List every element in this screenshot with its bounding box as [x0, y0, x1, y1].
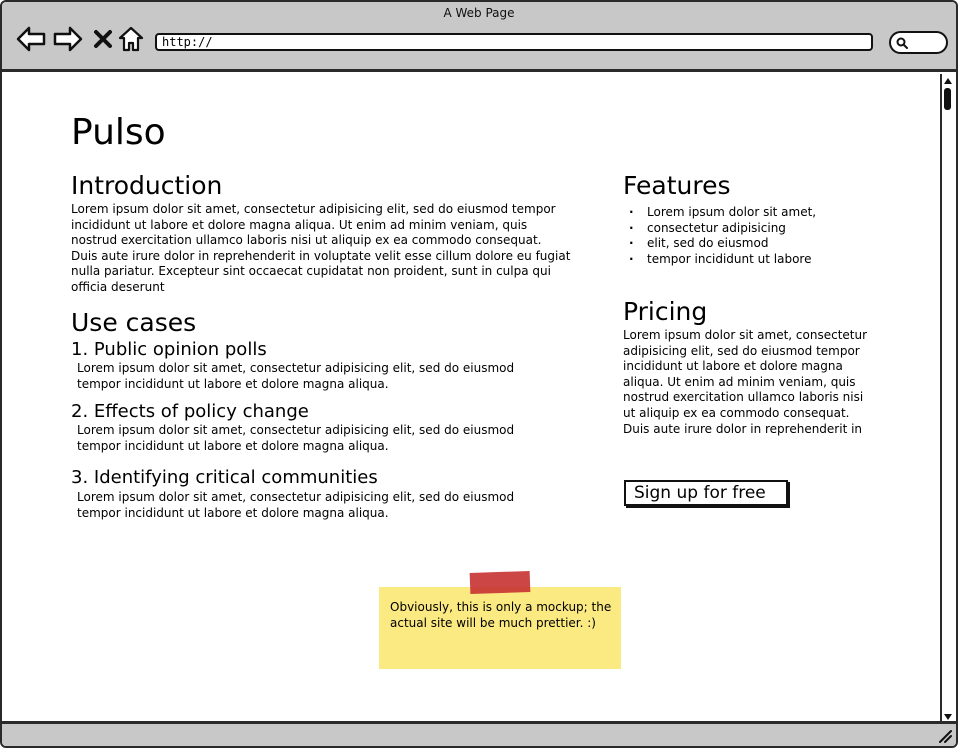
status-bar: [2, 721, 956, 746]
search-field[interactable]: [889, 31, 948, 54]
pricing-heading: Pricing: [623, 297, 708, 326]
scroll-up-icon[interactable]: [943, 76, 953, 86]
address-bar[interactable]: http://: [155, 33, 873, 51]
sticky-note-text: Obviously, this is only a mockup; the actual site will be much prettier. :): [390, 600, 612, 630]
use-case-title: 2. Effects of policy change: [71, 401, 309, 422]
features-heading: Features: [623, 171, 731, 200]
search-icon: [896, 37, 908, 49]
home-icon: [117, 25, 145, 53]
pricing-text: Lorem ipsum dolor sit amet, consectetur adipisicing elit, sed do eiusmod tempor incididunt ut labore et dolore magna aliqua. Ut enim ad minim veniam, quis nostrud exercitation ullamco laboris nisi ut aliquip ex ea commodo consequat. Duis aute irure dolor in reprehenderit in: [623, 328, 868, 436]
introduction-heading: Introduction: [71, 171, 223, 200]
use-case-text: Lorem ipsum dolor sit amet, consectetur adipisicing elit, sed do eiusmod tempor incididunt ut labore et dolore magna aliqua.: [77, 423, 515, 453]
use-case-text: Lorem ipsum dolor sit amet, consectetur adipisicing elit, sed do eiusmod tempor incididunt ut labore et dolore magna aliqua.: [77, 361, 515, 391]
use-case-title: 3. Identifying critical communities: [71, 467, 378, 488]
tape-strip: [470, 571, 531, 594]
list-item: · Lorem ipsum dolor sit amet,: [627, 205, 816, 221]
scroll-thumb[interactable]: [944, 88, 951, 110]
back-button[interactable]: [16, 24, 46, 54]
use-case-text: Lorem ipsum dolor sit amet, consectetur adipisicing elit, sed do eiusmod tempor incididunt ut labore et dolore magna aliqua.: [77, 490, 515, 520]
list-item: · elit, sed do eiusmod: [627, 236, 816, 252]
features-list: [627, 205, 816, 267]
use-cases-heading: Use cases: [71, 308, 197, 337]
vertical-scrollbar[interactable]: [940, 74, 954, 724]
browser-toolbar: [2, 2, 956, 72]
signup-button[interactable]: Sign up for free: [624, 480, 788, 506]
arrow-left-icon: [16, 26, 46, 52]
page-title: Pulso: [71, 112, 166, 153]
resize-grip-icon[interactable]: [936, 727, 952, 743]
forward-button[interactable]: [53, 24, 83, 54]
arrow-right-icon: [53, 26, 83, 52]
window-title: A Web Page: [443, 6, 515, 20]
use-case-title: 1. Public opinion polls: [71, 339, 267, 360]
introduction-text: Lorem ipsum dolor sit amet, consectetur adipisicing elit, sed do eiusmod tempor incididunt ut labore et dolore magna aliqua. Ut enim ad minim veniam, quis nostrud exercitation ullamco laboris nisi ut aliquip ex ea commodo consequat. Duis aute irure dolor in reprehenderit in voluptate velit esse cillum dolore eu fugiat nulla pariatur. Excepteur sint occaecat cupidatat non proident, sunt in culpa qui officia deserunt: [71, 202, 571, 294]
list-item: · consectetur adipisicing: [627, 221, 816, 237]
sticky-note: [379, 587, 621, 669]
stop-button[interactable]: [88, 24, 118, 54]
home-button[interactable]: [116, 24, 146, 54]
list-item: · tempor incididunt ut labore: [627, 252, 816, 268]
close-icon: [92, 28, 114, 50]
